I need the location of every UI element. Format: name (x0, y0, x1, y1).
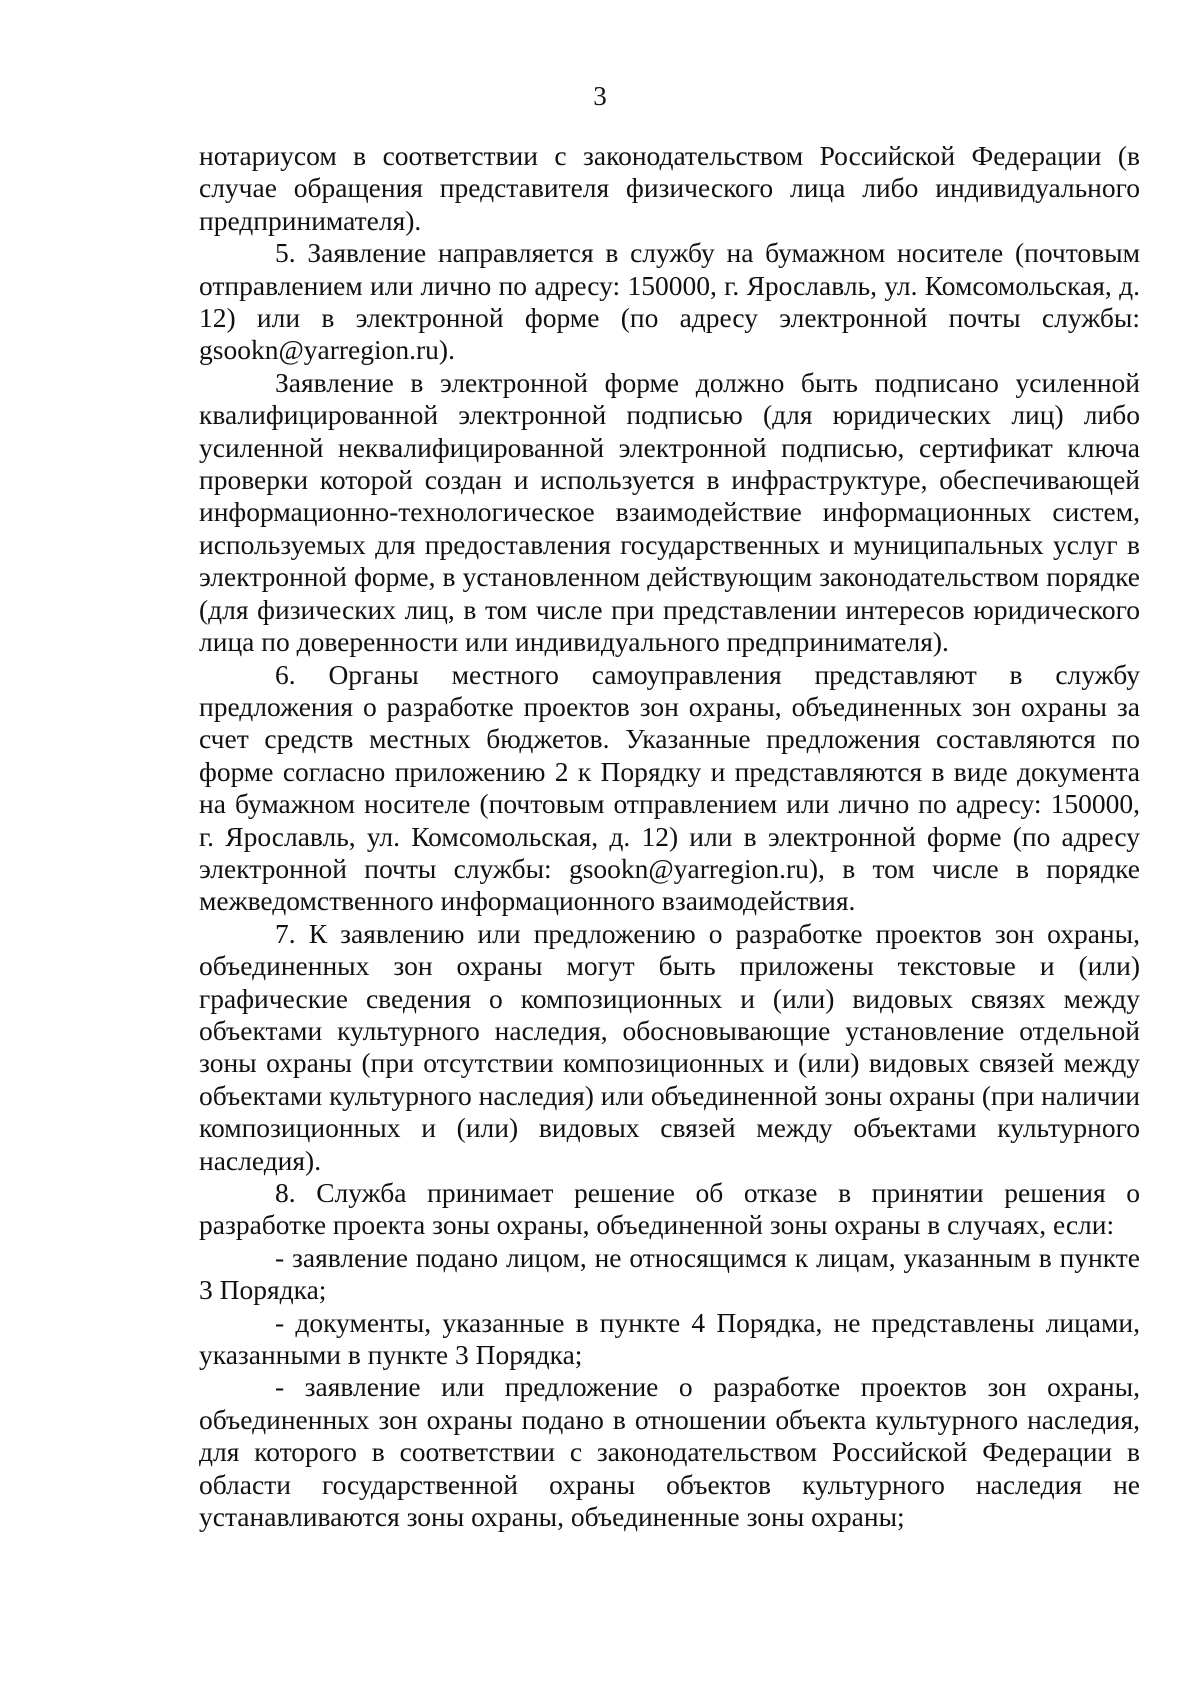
document-body (199, 140, 1140, 1533)
list-item: - документы, указанные в пункте 4 Порядка, не представлены лицами, указанными в пункте 3 Порядка; (199, 1306, 1140, 1371)
paragraph-electronic-signature: Заявление в электронной форме должно быть подписано усиленной квалифицированной электронной подписью (для юридических лиц) либо усиленной неквалифицированной электронной подписью, сертификат ключа проверки которой создан и используется в инфраструктуре, обеспечивающей информационно-технологическое взаимодействие информационных систем, используемых для предоставления государственных и муниципальных услуг в электронной форме, в установленном действующим законодательством порядке (для физических лиц, в том числе при представлении интересов юридического лица по доверенности или индивидуального предпринимателя). (199, 366, 1140, 658)
list-item: - заявление подано лицом, не относящимся к лицам, указанным в пункте 3 Порядка; (199, 1241, 1140, 1306)
paragraph-item-6: 6. Органы местного самоуправления представляют в службу предложения о разработке проектов зон охраны, объединенных зон охраны за счет средств местных бюджетов. Указанные предложения составляются по форме согласно приложению 2 к Порядку и представляются в виде документа на бумажном носителе (почтовым отправлением или лично по адресу: 150000, г. Ярославль, ул. Комсомольская, д. 12) или в электронной форме (по адресу электронной почты службы: gsookn@yarregion.ru), в том числе в порядке межведомственного информационного взаимодействия. (199, 658, 1140, 917)
paragraph-continuation: нотариусом в соответствии с законодательством Российской Федерации (в случае обращения представителя физического лица либо индивидуального предпринимателя). (199, 140, 1140, 236)
paragraph-item-7: 7. К заявлению или предложению о разработке проектов зон охраны, объединенных зон охраны могут быть приложены текстовые и (или) графические сведения о композиционных и (или) видовых связях между объектами культурного наследия, обосновывающие установление отдельной зоны охраны (при отсутствии композиционных и (или) видовых связей между объектами культурного наследия) или объединенной зоны охраны (при наличии композиционных и (или) видовых связей между объектами культурного наследия). (199, 917, 1140, 1176)
list-item: - заявление или предложение о разработке проектов зон охраны, объединенных зон охраны подано в отношении объекта культурного наследия, для которого в соответствии с законодательством Российской Федерации в области государственной охраны объектов культурного наследия не устанавливаются зоны охраны, объединенные зоны охраны; (199, 1371, 1140, 1533)
page-number: 3 (593, 81, 607, 111)
paragraph-item-8: 8. Служба принимает решение об отказе в принятии решения о разработке проекта зоны охраны, объединенной зоны охраны в случаях, если: (199, 1177, 1140, 1241)
paragraph-item-5: 5. Заявление направляется в службу на бумажном носителе (почтовым отправлением или лично по адресу: 150000, г. Ярославль, ул. Комсомольская, д. 12) или в электронной форме (по адресу электронной почты службы: gsookn@yarregion.ru). (199, 237, 1140, 366)
